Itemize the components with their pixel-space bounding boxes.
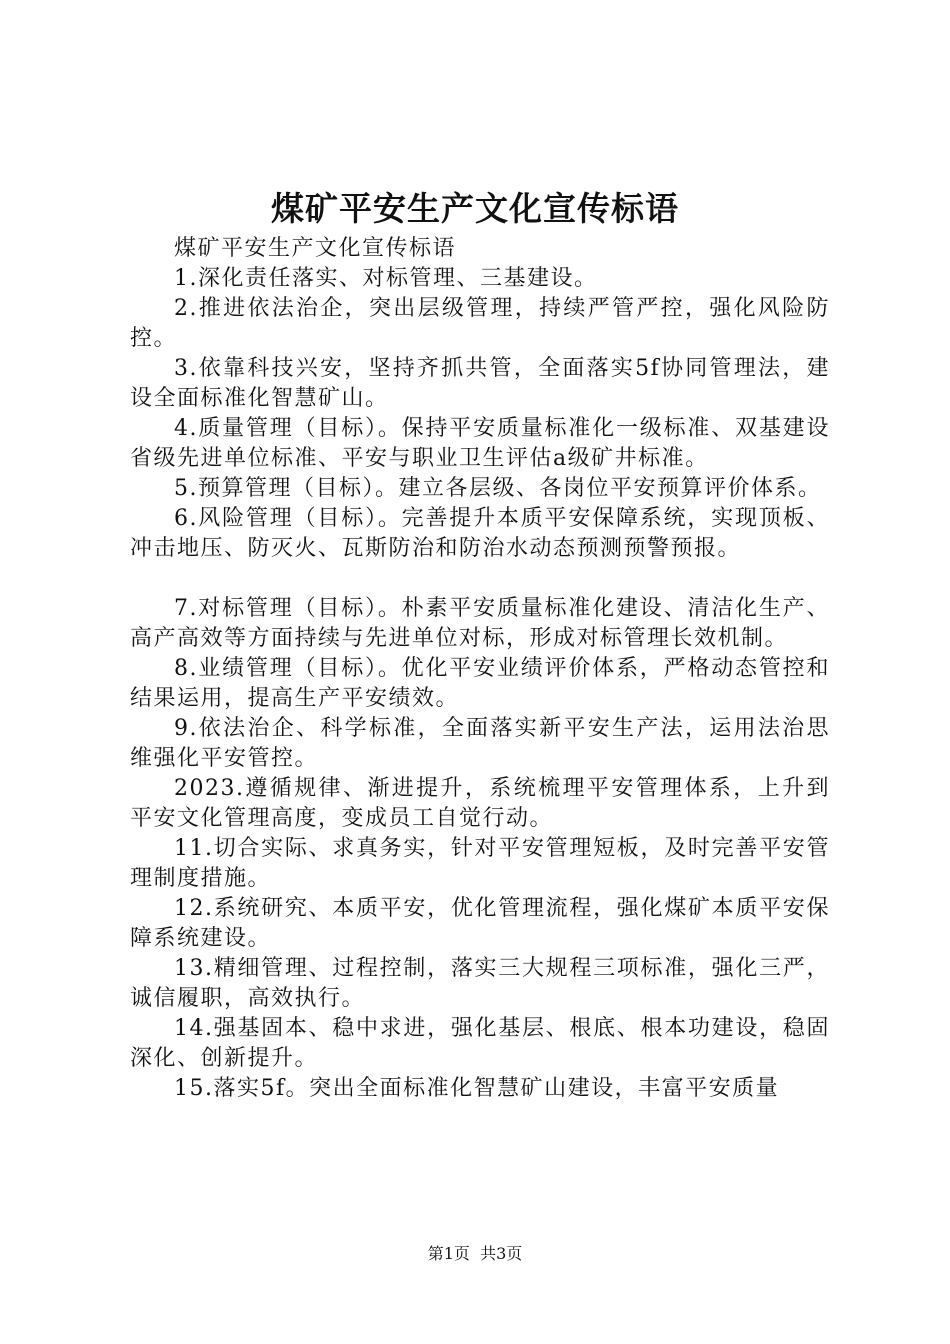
paragraph-2: 2.推进依法治企，突出层级管理，持续严管严控，强化风险防控。 xyxy=(130,296,830,351)
document-title: 煤矿平安生产文化宣传标语 xyxy=(271,189,679,228)
document-body xyxy=(130,234,830,1104)
paragraph-1: 1.深化责任落实、对标管理、三基建设。 xyxy=(174,266,598,291)
paragraph-15: 15.落实5f。突出全面标准化智慧矿山建设，丰富平安质量 xyxy=(174,1076,780,1101)
paragraph-8: 8.业绩管理（目标）。优化平安业绩评价体系，严格动态管控和结果运用，提高生产平安绩效。 xyxy=(130,656,830,711)
paragraph-5: 5.预算管理（目标）。建立各层级、各岗位平安预算评价体系。 xyxy=(174,476,822,501)
paragraph-14: 14.强基固本、稳中求进，强化基层、根底、根本功建设，稳固深化、创新提升。 xyxy=(130,1016,830,1071)
paragraph-9: 9.依法治企、科学标准，全面落实新平安生产法，运用法治思维强化平安管控。 xyxy=(130,716,830,771)
paragraph-7: 7.对标管理（目标）。朴素平安质量标准化建设、清洁化生产、高产高效等方面持续与先进单位对标，形成对标管理长效机制。 xyxy=(130,596,830,651)
paragraph-10: 2023.遵循规律、渐进提升，系统梳理平安管理体系，上升到平安文化管理高度，变成员工自觉行动。 xyxy=(130,776,830,831)
page-footer xyxy=(0,1242,950,1266)
page-number: 第1页 xyxy=(427,1244,470,1263)
paragraph-6: 6.风险管理（目标）。完善提升本质平安保障系统，实现顶板、冲击地压、防灭火、瓦斯防治和防治水动态预测预警预报。 xyxy=(130,506,830,561)
paragraph-4: 4.质量管理（目标）。保持平安质量标准化一级标准、双基建设省级先进单位标准、平安与职业卫生评估a级矿井标准。 xyxy=(130,416,830,471)
paragraph-subtitle: 煤矿平安生产文化宣传标语 xyxy=(174,236,457,261)
paragraph-3: 3.依靠科技兴安，坚持齐抓共管，全面落实5f协同管理法，建设全面标准化智慧矿山。 xyxy=(130,356,830,411)
paragraph-12: 12.系统研究、本质平安，优化管理流程，强化煤矿本质平安保障系统建设。 xyxy=(130,896,830,951)
total-pages: 共3页 xyxy=(480,1244,523,1263)
footer-spacer xyxy=(470,1244,480,1263)
paragraph-11: 11.切合实际、求真务实，针对平安管理短板，及时完善平安管理制度措施。 xyxy=(130,836,830,891)
paragraph-13: 13.精细管理、过程控制，落实三大规程三项标准，强化三严，诚信履职，高效执行。 xyxy=(130,956,830,1011)
